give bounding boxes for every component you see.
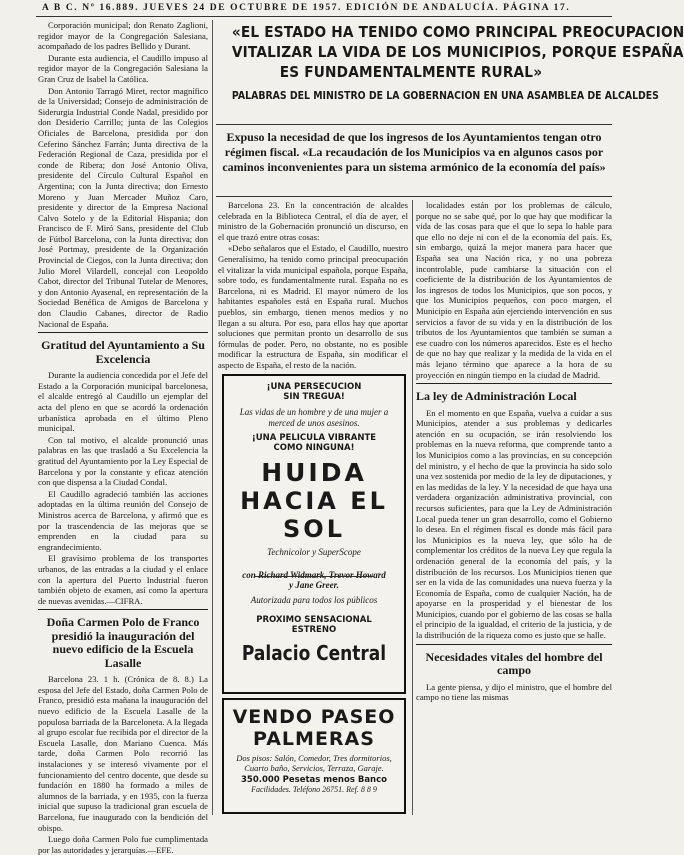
deck-rule — [216, 196, 612, 197]
ad-title: PALMERAS — [253, 728, 375, 750]
ad-line: ESTRENO — [291, 625, 337, 635]
column-left — [38, 20, 208, 855]
ad-price: 350.000 Pesetas menos Banco — [241, 775, 387, 785]
section-heading-necesidades: Necesidades vitales del hombre del campo — [425, 649, 603, 678]
ad-contact: Facilidades. Teléfono 26751. Ref. 8 8 9 — [251, 785, 377, 794]
section-heading-gratitud: Gratitud del Ayuntamiento a Su Excelencia — [41, 338, 205, 366]
headline-line: VITALIZAR LA VIDA DE LOS MUNICIPIOS, PORQUE ESPAÑA — [231, 43, 684, 61]
film-title: HACIA EL SOL — [240, 487, 388, 543]
col1-para: Corporación municipal; don Renato Zaglioni, regidor mayor de la Congregación Salesiana, acompañado de los padres Bellido y Durant. — [38, 20, 208, 52]
venue-name: Palacio Central — [241, 641, 387, 665]
column-rule — [412, 200, 413, 815]
main-headline — [212, 22, 684, 102]
ad-line: SIN TREGUA! — [283, 392, 345, 402]
column-middle — [218, 200, 408, 370]
section-heading-ley: La ley de Administración Local — [416, 389, 577, 404]
ad-rule — [254, 576, 374, 577]
col1-para: Durante esta audiencia, el Caudillo impuso al regidor mayor de la Congregación Salesiana la Gran Cruz de Isabel la Católica. — [38, 52, 208, 84]
col1-para: Don Antonio Tarragó Miret, rector magnífico de la Universidad; Consejo de administración de Siderurgia Industrial Conde Nadal, presidido por don Desiderio Carrillo; junta de las Colegios Oficiales de Barcelona, presidida por don Ceferino Sánchez Farrán; Junta directiva de la Federación Regional de Caza, presidida por el conde de Ribera; don José Antonio Oliva, presidente del Círculo Cultural Español en Argentina; con la Junta directiva; don Ernesto Moreno y Juan Mercader Muñoz Caro, presidente y director de la Empresa Nacional Calvo Sotelo y de la Editorial Hispania; don Francisco de F. Miró Sans, presidente del Club de Fútbol Barcelona, con la Junta directiva; don José Portmay, presidente de la Organización Provincial de Ciegos, con la Junta directiva; don Julio Morel Vilardell, concejal con Leopoldo Cabot, director del Tribunal Tutelar de Menores, y don Antonio Ayasenal, en representación de la Sociedad Benéfica de Amigos de Barcelona y don Claudio Cabanes, director de Radio Nacional de España. — [38, 85, 208, 329]
column-rule — [212, 20, 213, 815]
headline-line: «EL ESTADO HA TENIDO COMO PRINCIPAL PREOCUPACION — [231, 23, 684, 41]
col1-para: Con tal motivo, el alcalde pronunció unas palabras en las que trasladó a Su Excelencia la gratitud del Ayuntamiento por la Ley Especial de Barcelona y por la constante y eficaz atención con que dispensa a la Ciudad Condal. — [38, 434, 208, 488]
ad-tagline: Las vidas de un hombre y de una mujer a merced de unos asesinos. — [239, 407, 389, 428]
film-advertisement — [222, 374, 406, 694]
ad-cast: con Richard Widmark, Trevor Howard y Jane Greer. — [242, 569, 386, 590]
divider — [416, 383, 612, 384]
ad-line: PROXIMO SENSACIONAL — [256, 615, 372, 625]
headline-rule — [216, 124, 612, 125]
column-right — [416, 200, 612, 815]
col2-para: «Debo señalaros que el Estado, el Caudillo, nuestro Generalísimo, ha tenido como principal preocupación el vitalizar la vida municipal española, porque España, sobre todo, es fundamentalmente rural. España no es Barcelona, ni es Madrid. El mayor número de los habitantes españoles está en España rural. Muchos pueblos, sin embargo, tienen menos medios y no llegan a su altura. Por eso, para ellos hay que aportar soluciones que permitan pronto un desarrollo de sus fórmulas de poder. Pero, no obstante, no es posible modificar la estructura de España, sin modificar el aspecto de España, el resto de la nación. — [218, 243, 408, 370]
headline-line: ES FUNDAMENTALMENTE RURAL» — [279, 63, 543, 81]
divider — [38, 332, 208, 333]
col1-para: Barcelona 23. 1 h. (Crónica de 8. 8.) La esposa del Jefe del Estado, doña Carmen Polo de Franco, presidió esta mañana la inauguración del nuevo edificio de la Escuela Lasalle de la populosa barriada de la Barceloneta. A la llegada al grupo escolar fue recibida por el director de la Escuela Lasalle, don Mariano Cuenca. Más tarde, doña Carmen Polo recorrió las instalaciones y se interesó vivamente por el funcionamiento del centro docente, que desde su fundación en 1880 ha formado a miles de alumnos de la barriada, y en 1935, con la fuerza inicial que supuso la tradicional gran escuela de Barcelona, fue inaugurado con la bendición del obispo. — [38, 674, 208, 833]
col2-para: Barcelona 23. En la concentración de alcaldes celebrada en la Biblioteca Central, el día de ayer, el ministro de la Gobernación pronunció un discurso, en el que trazó entre otras cosas: — [218, 200, 408, 242]
divider — [416, 644, 612, 645]
ad-title: VENDO PASEO — [232, 706, 396, 728]
running-head: A B C. Nº 16.889. JUEVES 24 DE OCTUBRE DE 1957. EDICIÓN DE ANDALUCÍA. PÁGINA 17. — [42, 3, 571, 13]
ad-body: Dos pisos: Salón, Comedor, Tres dormitorios, Cuarto baño, Servicios, Terraza, Garaje. — [236, 753, 392, 773]
section-heading-carmen-polo: Doña Carmen Polo de Franco presidió la inauguración del nuevo edificio de la Escuela Lasalle — [46, 615, 200, 670]
property-advertisement — [222, 698, 406, 814]
ad-line: COMO NINGUNA! — [273, 443, 355, 453]
header-rule — [36, 16, 612, 17]
col1-para: El gravísimo problema de los transportes urbanos, de las entradas a la ciudad y el enlace con la apertura del Puerto Industrial fueron también objeto de examen, así como la apertura de nuevas avenidas.—CIFRA. — [38, 553, 208, 606]
divider — [38, 609, 208, 610]
col3-para: En el momento en que España, vuelva a cuidar a sus Municipios, atender a sus problemas y dedicarles atención en su ocupación, se irán resolviendo los problemas en la nueva reforma, que comprende tanto a los Municipios como a las provincias, en su concepción del ministro, y el hecho de que la provincia ha sido solo una vez sostenida por medio de la ley de diputaciones, y en las medidas de la ley. Y la necesidad de que haya una verdadera organización administrativa provincial, con recursos suficientes, para que la Ley de Administración Local pueda tener un gran desarrollo, como el Gobierno lo desea. En el régimen fiscal es donde más fácil para los Municipios es la nueva ley, que sólo ha de complementar los créditos de la nueva Ley que regula la ordenación general de la economía del país, y la distribución de los recursos. Los Municipios tienen que ser en la vida de las comunidades una nueva fuerza y la Economía de España, como de cualquier Nación, ha de apoyarse en la prosperidad y el bienestar de los Municipios, cuando por el gobierno de las cosas se halla el principio de la igualdad, el criterio de la justicia, y de la distribución de la riqueza como es justo que se halle. — [416, 407, 612, 641]
col3-para: localidades están por los problemas de cálculo, porque no se sabe qué, por lo que hay que modificar la vida de las cosas para que el que lo sepa lo hable para que ello no deje ni con el de la economía del país. Es, sin embargo, quizá la mejor manera para hacer que España sea una Nación rica, y no una pobreza incontrolable, pude cambiarse la situación con el coeficiente de la distribución de los Ayuntamientos de los ingresos de todos los Municipios, que son pocos, y que los Municipios pequeños, con poco margen, el Municipio en España aún ejerciendo intervención en sus servicios a favor de su vida y en la distribución de los tributos de los Ayuntamientos que también se suman a ese cuadro con los números aparecidos. Este es el hecho de que no hay que realizar y la medida de la vida en el más lejano término que aparece a la hora de su proyección en ningún tiempo en la ciudad de Madrid. — [416, 200, 612, 380]
ad-format: Technicolor y SuperScope — [267, 547, 361, 557]
ad-line: ¡UNA PELICULA VIBRANTE — [251, 433, 377, 443]
col3-para: La gente piensa, y dijo el ministro, que el hombre del campo no tiene las mismas — [416, 681, 612, 703]
ad-rating: Autorizada para todos los públicos — [250, 594, 378, 605]
col1-para: El Caudillo agradeció también las acciones adoptadas en la última reunión del Consejo de Ministros acerca de Barcelona, y afirmó que es por la trascendencia de las mejoras que se emprenden en la ciudad para su engrandecimiento. — [38, 488, 208, 552]
col1-para: Luego doña Carmen Polo fue cumplimentada por las autoridades y jerarquías.—EFE. — [38, 834, 208, 855]
col1-para: Durante la audiencia concedida por el Jefe del Estado a la Corporación municipal barcelonesa, el alcalde entregó al Caudillo un ejemplar del acta del pleno en que se acordó la ordenación urbanística aprobada en el último Pleno municipal. — [38, 370, 208, 434]
headline-subhead: PALABRAS DEL MINISTRO DE LA GOBERNACION EN UNA ASAMBLEA DE ALCALDES — [231, 90, 659, 102]
ad-line: ¡UNA PERSECUCION — [266, 382, 362, 392]
film-title: HUIDA — [261, 458, 367, 487]
headline-deck: Expuso la necesidad de que los ingresos de los Ayuntamientos tengan otro régimen fiscal. «La recaudación de los Municipios va en algunos casos por caminos inconvenientes para un sistema armónico de la economía del país» — [222, 130, 606, 174]
